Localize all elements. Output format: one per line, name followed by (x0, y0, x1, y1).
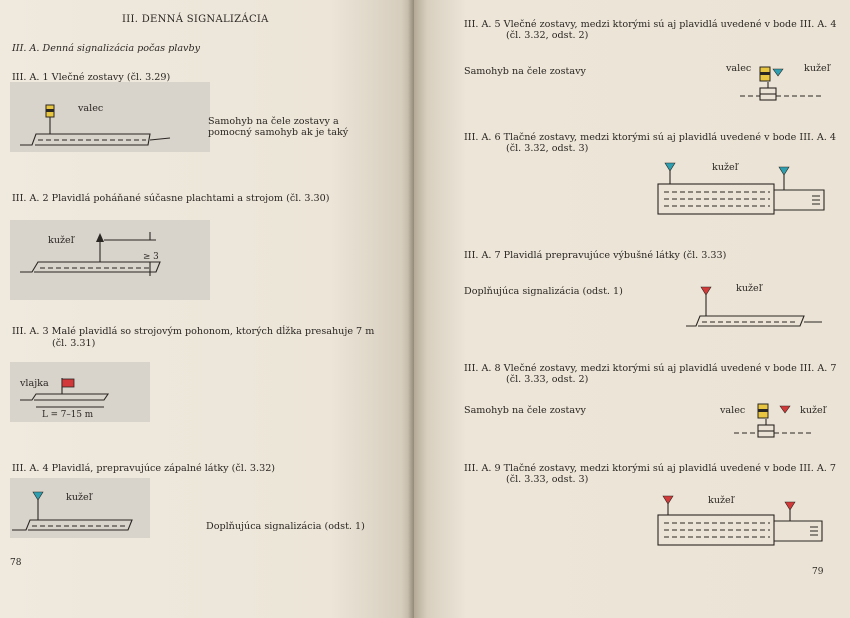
section-title: III. A. Denná signalizácia počas plavby (12, 43, 201, 54)
cone-icon (33, 492, 43, 500)
page-number: 78 (10, 558, 22, 568)
item-heading: III. A. 3 Malé plavidlá so strojovým pohonom, ktorých dĺžka presahuje 7 m (12, 326, 375, 337)
item-caption: Samohyb na čele zostavy (464, 405, 586, 416)
item-heading-cont: (čl. 3.32, odst. 2) (506, 30, 589, 41)
cone-icon (785, 502, 795, 510)
left-page (0, 0, 414, 618)
diagram-label: valec (720, 405, 746, 416)
item-heading: III. A. 8 Vlečné zostavy, medzi ktorými sú aj plavidlá uvedené v bode III. A. 7 (464, 363, 837, 374)
item-caption: Samohyb na čele zostavy (464, 66, 586, 77)
diagram-label: kužeľ (804, 63, 830, 74)
item-heading: III. A. 5 Vlečné zostavy, medzi ktorými sú aj plavidlá uvedené v bode III. A. 4 (464, 19, 837, 30)
pushed-convoy-explosive-diagram (414, 0, 850, 618)
diagram-label: ≥ 3 (143, 252, 159, 262)
item-heading-cont: (čl. 3.31) (52, 338, 96, 349)
item-heading: III. A. 2 Plavidlá poháňané súčasne plachtami a strojom (čl. 3.30) (12, 193, 330, 204)
item-heading: III. A. 7 Plavidlá prepravujúce výbušné látky (čl. 3.33) (464, 250, 727, 261)
diagram-label: kužeľ (66, 492, 92, 503)
item-heading-cont: (čl. 3.33, odst. 2) (506, 374, 589, 385)
diagram-label: kužeľ (48, 235, 74, 246)
diagram-label: kužeľ (800, 405, 826, 416)
item-heading-cont: (čl. 3.33, odst. 3) (506, 474, 589, 485)
item-caption: Doplňujúca signalizácia (odst. 1) (206, 521, 365, 532)
diagram-label: kužeľ (712, 162, 738, 173)
page-number: 79 (812, 567, 824, 577)
diagram-label: vlajka (20, 378, 49, 389)
cone-icon (663, 496, 673, 504)
diagram-label: L = 7–15 m (42, 410, 94, 420)
item-heading-cont: (čl. 3.32, odst. 3) (506, 143, 589, 154)
item-caption: Doplňujúca signalizácia (odst. 1) (464, 286, 623, 297)
item-heading: III. A. 4 Plavidlá, prepravujúce zápalné látky (čl. 3.32) (12, 463, 276, 474)
diagram-label: valec (78, 103, 104, 114)
item-heading: III. A. 9 Tlačné zostavy, medzi ktorými sú aj plavidlá uvedené v bode III. A. 7 (464, 463, 837, 474)
diagram-label: kužeľ (708, 495, 734, 506)
flammable-cargo-vessel-diagram (0, 0, 414, 618)
diagram-label: kužeľ (736, 283, 762, 294)
item-heading: III. A. 1 Vlečné zostavy (čl. 3.29) (12, 72, 171, 83)
item-caption: Samohyb na čele zostavy a pomocný samohyb ak je taký (208, 116, 349, 138)
diagram-label: valec (726, 63, 752, 74)
item-heading: III. A. 6 Tlačné zostavy, medzi ktorými sú aj plavidlá uvedené v bode III. A. 4 (464, 132, 837, 143)
right-page (414, 0, 850, 618)
chapter-title: III. DENNÁ SIGNALIZÁCIA (122, 14, 269, 25)
